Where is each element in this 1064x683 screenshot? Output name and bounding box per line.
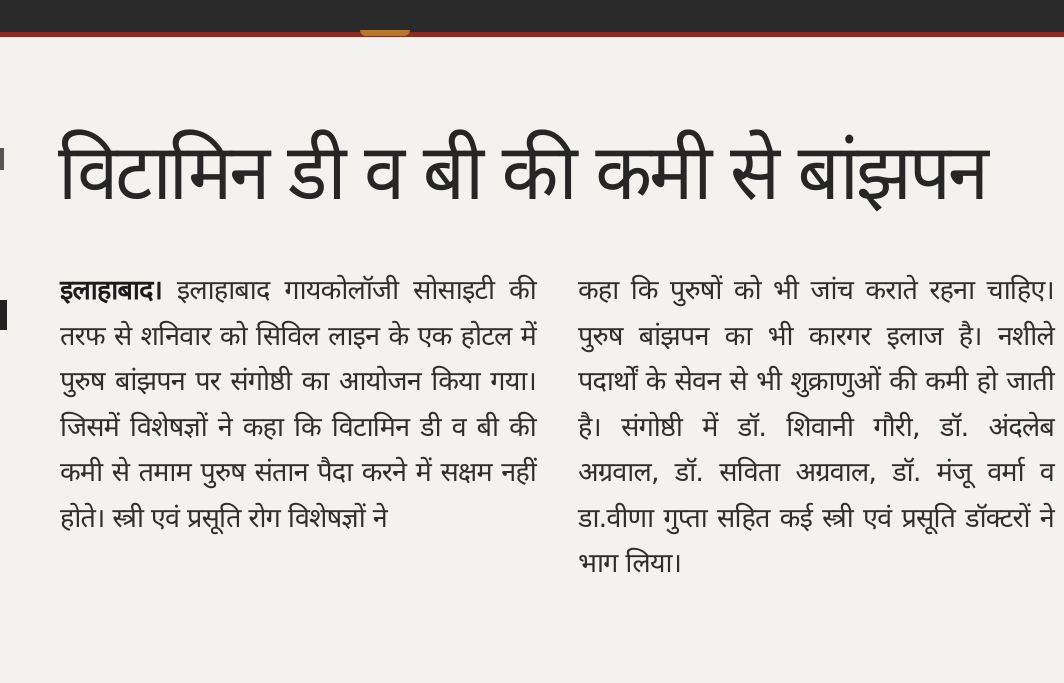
article-text: इलाहाबाद गायकोलॉजी सोसाइटी की तरफ से शनिवार को सिविल लाइन के एक होटल में पुरुष बांझपन पर संगोष्ठी का आयोजन किया गया। जिसमें विशेषज्ञों ने कहा कि विटामिन डी व बी की कमी से तमाम पुरुष संतान पैदा करने में सक्षम नहीं होते। स्त्री एवं प्रसूति रोग विशेषज्ञों ने: [60, 275, 536, 534]
left-edge-mark: [0, 300, 7, 330]
left-edge-mark: [0, 148, 4, 170]
article-paragraph: [60, 268, 536, 541]
article-paragraph: [578, 268, 1054, 587]
article-column-2: [578, 268, 1054, 678]
top-border-band: [0, 0, 1064, 32]
article-headline: विटामिन डी व बी की कमी से बांझपन: [58, 127, 986, 218]
top-red-rule: [0, 32, 1064, 37]
top-rule-accent: [360, 30, 410, 36]
article-text: कहा कि पुरुषों को भी जांच कराते रहना चाहिए। पुरुष बांझपन का भी कारगर इलाज है। नशीले पदार्थों के सेवन से भी शुक्राणुओं की कमी हो जाती है। संगोष्ठी में डॉ. शिवानी गौरी, डॉ. अंदलेब अग्रवाल, डॉ. सविता अग्रवाल, डॉ. मंजू वर्मा व डा.वीणा गुप्ता सहित कई स्त्री एवं प्रसूति डॉक्टरों ने भाग लिया।: [578, 275, 1054, 579]
article-dateline: इलाहाबाद।: [60, 275, 163, 306]
article-column-1: [60, 268, 536, 678]
article-body: [60, 268, 1056, 678]
